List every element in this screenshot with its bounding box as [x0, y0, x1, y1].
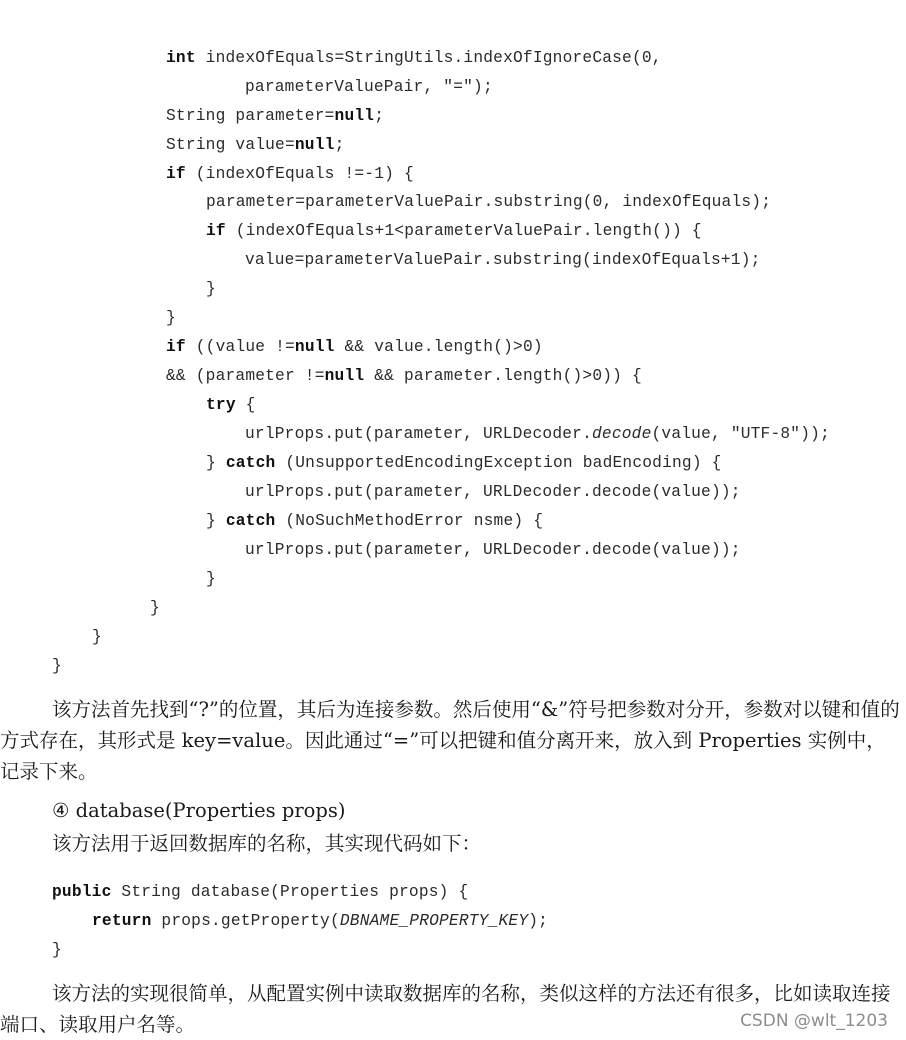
code-line-5: if (indexOfEquals !=-1) { — [166, 165, 414, 183]
code-line-20: } — [150, 599, 160, 617]
code-line-21: } — [92, 628, 102, 646]
code-line-9: } — [206, 280, 216, 298]
code-line-6: parameter=parameterValuePair.substring(0, indexOfEquals); — [206, 193, 772, 211]
code-line-17: } catch (NoSuchMethodError nsme) { — [206, 512, 544, 530]
method-heading-database: ④ database(Properties props) — [52, 799, 346, 822]
code-line-16: urlProps.put(parameter, URLDecoder.decode(value)); — [245, 483, 741, 501]
code-line-2: parameterValuePair, "="); — [245, 78, 493, 96]
paragraph-3: 该方法的实现很简单，从配置实例中读取数据库的名称，类似这样的方法还有很多，比如读取连接端口、读取用户名等。 — [0, 982, 891, 1036]
code-line-15: } catch (UnsupportedEncodingException badEncoding) { — [206, 454, 722, 472]
code-line-8: value=parameterValuePair.substring(indexOfEquals+1); — [245, 251, 761, 269]
code-line-18: urlProps.put(parameter, URLDecoder.decode(value)); — [245, 541, 741, 559]
code-line-4: String value=null; — [166, 136, 345, 154]
code2-line-3: } — [52, 941, 62, 959]
code-line-19: } — [206, 570, 216, 588]
paragraph-2: 该方法用于返回数据库的名称，其实现代码如下： — [52, 832, 482, 855]
code2-line-2: return props.getProperty(DBNAME_PROPERTY_KEY); — [92, 912, 549, 930]
code-line-10: } — [166, 309, 176, 327]
code-line-3: String parameter=null; — [166, 107, 385, 125]
csdn-watermark: CSDN @wlt_1203 — [740, 1011, 888, 1031]
code-line-12: && (parameter !=null && parameter.length()>0)) { — [166, 367, 642, 385]
code-line-22: } — [52, 657, 62, 675]
code-line-14: urlProps.put(parameter, URLDecoder.decode(value, "UTF-8")); — [245, 425, 830, 443]
code-line-1: int indexOfEquals=StringUtils.indexOfIgnoreCase(0, — [166, 49, 662, 67]
code-line-11: if ((value !=null && value.length()>0) — [166, 338, 543, 356]
paragraph-1: 该方法首先找到“?”的位置，其后为连接参数。然后使用“&”符号把参数对分开，参数对以键和值的方式存在，其形式是 key=value。因此通过“=”可以把键和值分离开来，放入到 Properties 实例中，记录下来。 — [0, 698, 900, 783]
code-line-7: if (indexOfEquals+1<parameterValuePair.length()) { — [206, 222, 702, 240]
code2-line-1: public String database(Properties props) { — [52, 883, 469, 901]
code-line-13: try { — [206, 396, 256, 414]
